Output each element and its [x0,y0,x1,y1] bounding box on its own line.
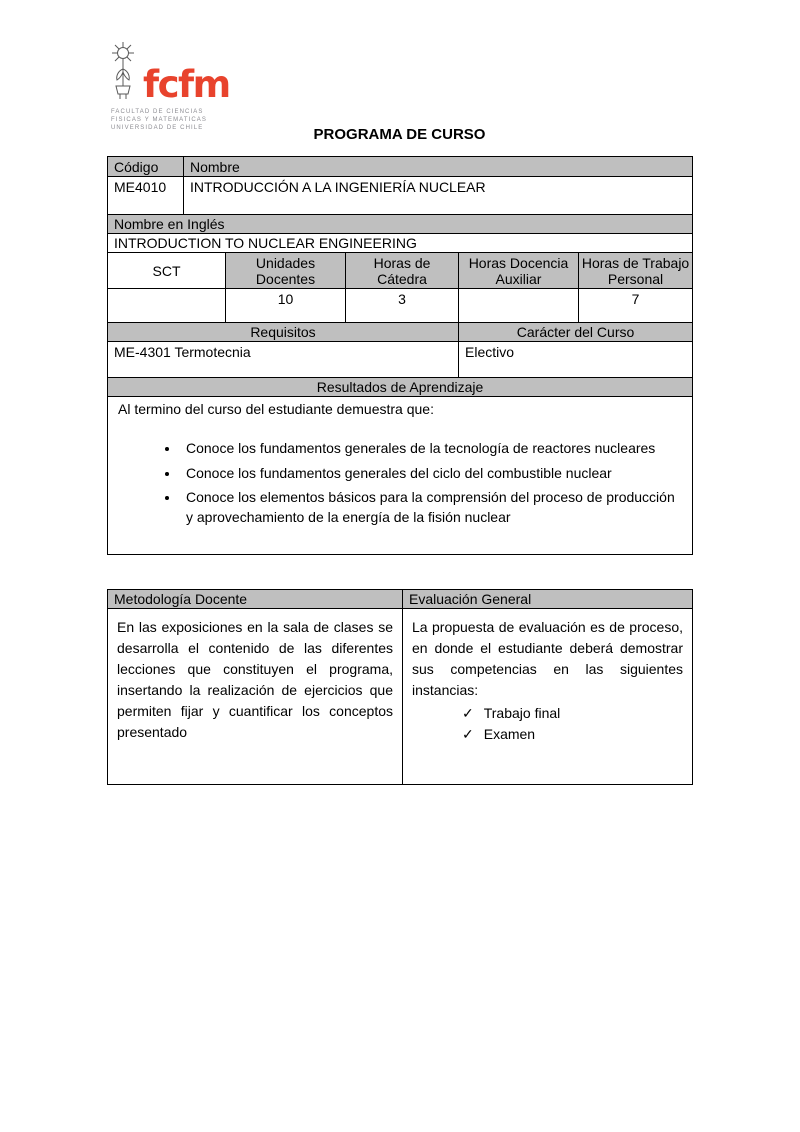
resultados-bullet-list [118,439,682,527]
resultados-body-cell [108,397,693,555]
nombre-header-cell: Nombre [184,157,693,177]
sct-header-cell: SCT [108,253,226,289]
requisitos-header-cell: Requisitos [108,323,459,342]
fcfm-wordmark: fcfm [143,63,230,106]
evaluacion-body-cell [403,609,693,785]
faculty-name-line: FACULTAD DE CIENCIAS [111,109,204,115]
horas-personal-header-cell: Horas de Trabajo Personal [579,253,693,289]
personal-value-cell: 7 [579,289,693,323]
catedra-value-cell: 3 [346,289,459,323]
methodology-evaluation-table [107,589,693,785]
check-item-label: Examen [483,726,536,742]
horas-auxiliar-header-cell: Horas Docencia Auxiliar [459,253,579,289]
metodologia-header-cell: Metodología Docente [108,590,403,609]
faculty-name-line: UNIVERSIDAD DE CHILE [111,125,204,132]
checkmark-icon: ✓ [462,726,474,742]
check-item [462,703,683,724]
caracter-header-cell: Carácter del Curso [459,323,693,342]
bullet-item: • Conoce los elementos básicos para la comprensión del proceso de producción y aprovechamiento de la energía de la fisión nuclear [180,488,682,527]
sct-value-cell [108,289,226,323]
evaluacion-check-list [412,703,683,745]
bullet-item: • Conoce los fundamentos generales de la tecnología de reactores nucleares [180,439,682,459]
course-info-table [107,156,693,555]
codigo-value-cell: ME4010 [108,177,184,215]
checkmark-icon: ✓ [462,705,474,721]
resultados-header-cell: Resultados de Aprendizaje [108,378,693,397]
codigo-header-cell: Código [108,157,184,177]
page-title: PROGRAMA DE CURSO [313,126,486,143]
unidades-docentes-header-cell: Unidades Docentes [226,253,346,289]
evaluacion-text: La propuesta de evaluación es de proceso, en donde el estudiante deberá demostrar sus competencias en las siguientes instancias: [412,619,683,698]
check-item [462,724,683,745]
check-item-label: Trabajo final [483,705,561,721]
requisitos-value-cell: ME-4301 Termotecnia [108,342,459,378]
faculty-name-line: FISICAS Y MATEMATICAS [111,117,208,124]
caracter-value-cell: Electivo [459,342,693,378]
fcfm-logo [110,42,230,132]
resultados-intro: Al termino del curso del estudiante demuestra que: [118,401,434,417]
unidades-value-cell: 10 [226,289,346,323]
evaluacion-header-cell: Evaluación General [403,590,693,609]
metodologia-body-cell [108,609,403,785]
nombre-ingles-value-cell: INTRODUCTION TO NUCLEAR ENGINEERING [108,234,693,253]
metodologia-text: En las exposiciones en la sala de clases se desarrolla el contenido de las diferentes lecciones que constituyen el programa, insertando la realización de ejercicios que permiten fijar y cuantificar los conceptos presentado [117,619,393,740]
university-emblem-icon [110,42,136,105]
auxiliar-value-cell [459,289,579,323]
bullet-item: • Conoce los fundamentos generales del ciclo del combustible nuclear [180,464,682,484]
nombre-value-cell: INTRODUCCIÓN A LA INGENIERÍA NUCLEAR [184,177,693,215]
nombre-ingles-header-cell: Nombre en Inglés [108,215,693,234]
horas-catedra-header-cell: Horas de Cátedra [346,253,459,289]
